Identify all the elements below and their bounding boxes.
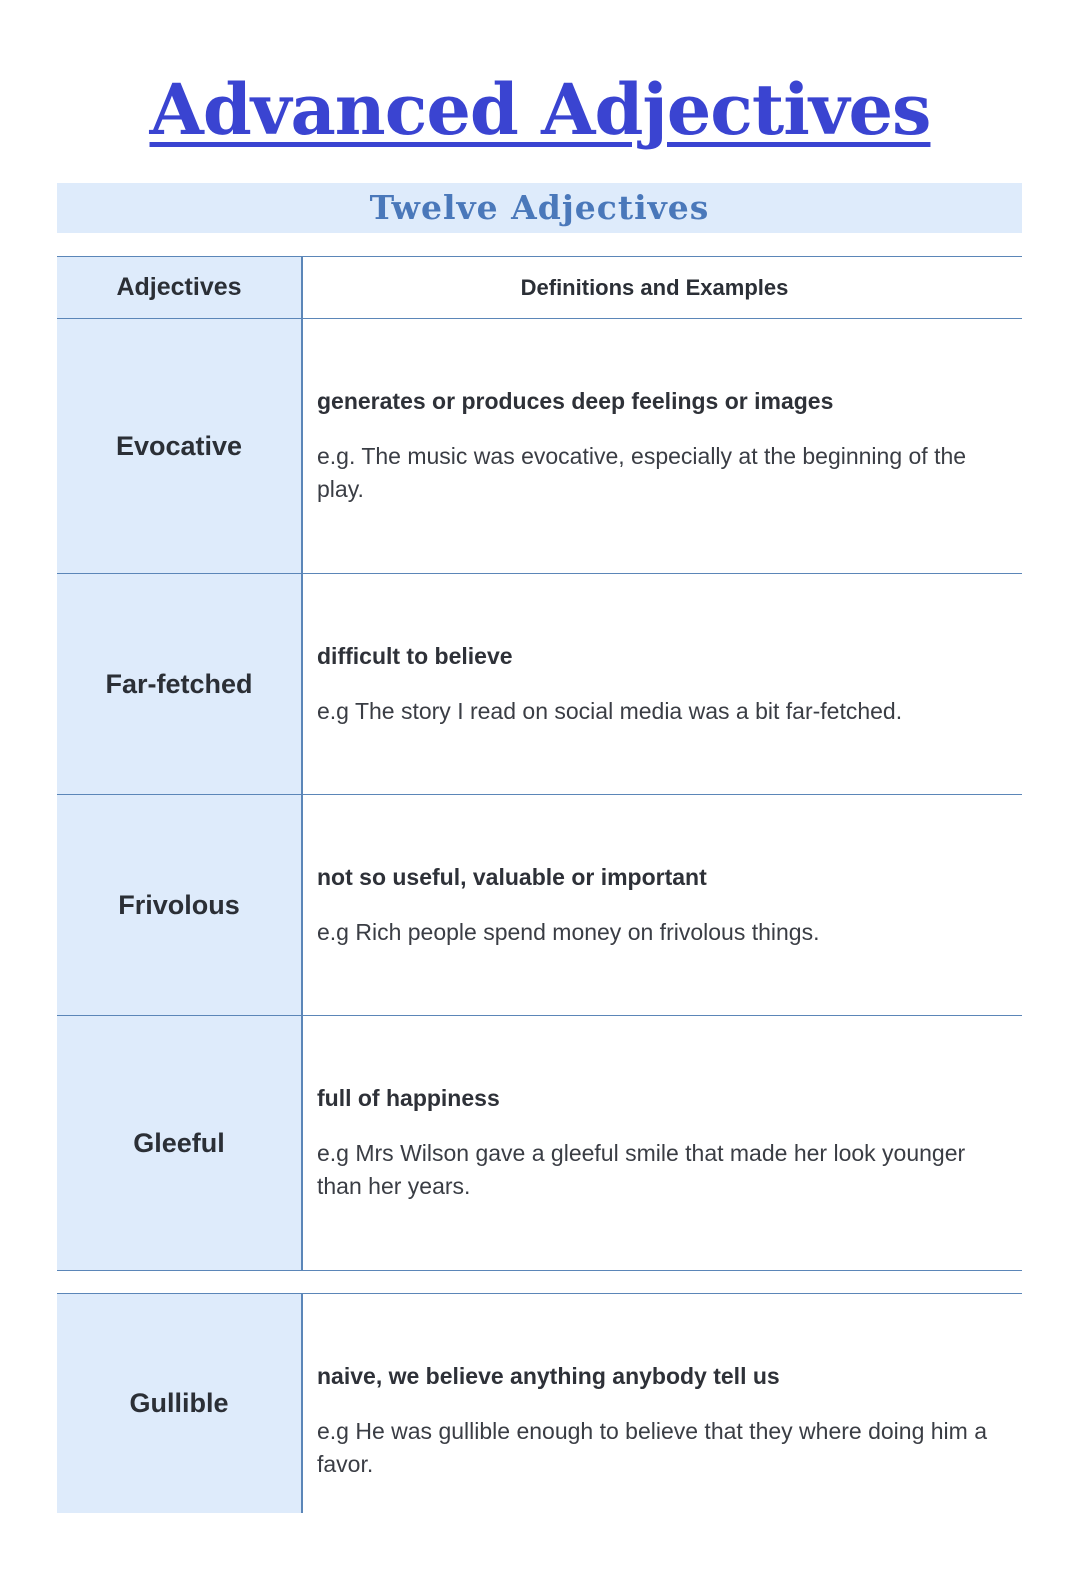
definition-text: naive, we believe anything anybody tell us	[317, 1363, 780, 1390]
definition-cell	[302, 1016, 1022, 1271]
definition-text: full of happiness	[317, 1085, 500, 1111]
table-row	[57, 795, 1022, 1016]
example-text: e.g He was gullible enough to believe that they where doing him a favor.	[317, 1418, 987, 1478]
table-row	[57, 1294, 1022, 1513]
example-text: e.g. The music was evocative, especially at the beginning of the play.	[317, 443, 967, 502]
adjective-word: Evocative	[57, 319, 302, 574]
page-title-text: Advanced Adjectives	[149, 68, 931, 151]
example-text: e.g The story I read on social media was a bit far-fetched.	[317, 697, 903, 724]
adjectives-table	[57, 256, 1022, 1271]
example-text: e.g Rich people spend money on frivolous things.	[317, 918, 820, 945]
definition-text: difficult to believe	[317, 642, 513, 669]
definition-text: not so useful, valuable or important	[317, 863, 707, 890]
adjective-word: Far-fetched	[57, 574, 302, 795]
table-row	[57, 1016, 1022, 1271]
page-title	[0, 62, 1080, 158]
definition-cell	[302, 319, 1022, 574]
definition-cell	[302, 1294, 1022, 1513]
example-text: e.g Mrs Wilson gave a gleeful smile that made her look younger than her years.	[317, 1140, 966, 1199]
header-definitions: Definitions and Examples	[302, 257, 1022, 319]
section-subtitle: Twelve Adjectives	[57, 183, 1022, 233]
definition-cell	[302, 795, 1022, 1016]
adjective-word: Gullible	[57, 1294, 302, 1513]
table-header-row	[57, 257, 1022, 319]
header-adjectives: Adjectives	[57, 257, 302, 319]
adjectives-table-continued	[57, 1293, 1022, 1513]
adjective-word: Frivolous	[57, 795, 302, 1016]
table-row	[57, 319, 1022, 574]
definition-text: generates or produces deep feelings or images	[317, 388, 834, 414]
adjective-word: Gleeful	[57, 1016, 302, 1271]
table-row	[57, 574, 1022, 795]
definition-cell	[302, 574, 1022, 795]
